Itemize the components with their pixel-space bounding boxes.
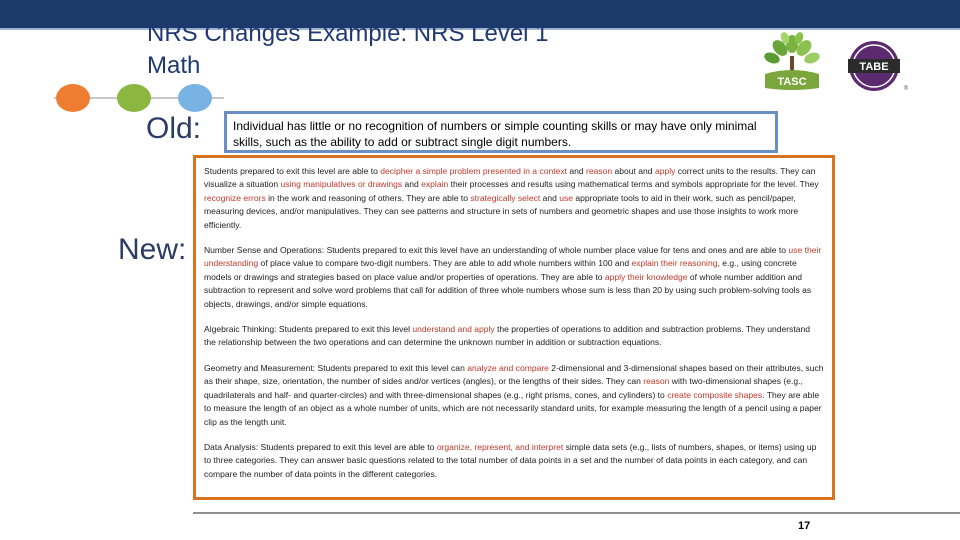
- highlighted-phrase: use: [559, 192, 574, 203]
- paragraph-text: in the work and reasoning of others. They are able to: [265, 192, 471, 203]
- highlighted-phrase: explain their reasoning: [631, 258, 718, 269]
- paragraph-text: simple data sets (e.g., lists of numbers, shapes, or items) using up to three categories. They can answer basic questions related to the total number of data points in a set and the number of data points in each category, and can compare the number of data points in the different categories.: [204, 441, 817, 479]
- highlighted-phrase: use their understanding: [204, 245, 822, 269]
- old-description-box: [224, 111, 778, 153]
- new-paragraph-overview: [204, 165, 824, 232]
- decorative-dots: [54, 84, 224, 112]
- paragraph-text: Data Analysis: Students prepared to exit this level are able to: [204, 441, 437, 452]
- paragraph-text: appropriate tools to aid in their work, such as pencil/paper, measuring devices, and/or manipulatives. They can see patterns and structure in sets of numbers and geometric shapes and use those insights to work more efficiently.: [204, 192, 799, 230]
- paragraph-text: Number Sense and Operations: Students prepared to exit this level have an understanding of whole number place value for tens and ones and are able to: [204, 245, 789, 256]
- paragraph-text: Algebraic Thinking: Students prepared to exit this level: [204, 324, 413, 335]
- highlighted-phrase: apply: [654, 166, 676, 176]
- paragraph-text: , e.g., using concrete models or drawings and strategies based on place value and/or properties of operations. They are able to: [204, 258, 797, 282]
- new-paragraph-algebraic-thinking: [204, 323, 824, 350]
- new-paragraph-geometry-measurement: [204, 362, 824, 429]
- new-paragraph-data-analysis: [204, 441, 824, 481]
- paragraph-text: with two-dimensional shapes (e.g., quadrilaterals and half- and quarter-circles) and with three-dimensional shapes (e.g., right prisms, cones, and cylinders) to: [204, 376, 803, 400]
- paragraph-text: and: [567, 166, 587, 176]
- highlighted-phrase: create composite shapes: [667, 389, 763, 400]
- slide-title: [147, 18, 667, 82]
- paragraph-text: the properties of operations to addition and subtraction problems. They understand the relationship between the two operations and can determine the unknown number in addition or subtraction equations.: [204, 324, 810, 348]
- paragraph-text: their processes and results using mathematical terms and symbols appropriate for the level. They: [448, 179, 819, 190]
- paragraph-text: . They are able to measure the length of an object as a whole number of units, which are not necessarily standard units, for example measuring the length of a pencil using a paper clip as the length unit.: [204, 389, 822, 427]
- tabe-logo: [840, 38, 914, 94]
- tasc-logo-text: TASC: [777, 76, 807, 88]
- tabe-logo-text: TABE: [859, 61, 889, 73]
- paragraph-text: correct units to the results. They can visualize a situation: [204, 166, 816, 190]
- blue-dot: [178, 84, 212, 112]
- highlighted-phrase: reason: [643, 376, 670, 387]
- paragraph-text: Geometry and Measurement: Students prepared to exit this level can: [204, 362, 468, 373]
- highlighted-phrase: organize, represent, and interpret: [436, 441, 564, 452]
- old-description-text: Individual has little or no recognition of numbers or simple counting skills or may have only minimal skills, such as the ability to add or subtract single digit numbers.: [233, 119, 757, 149]
- highlighted-phrase: strategically select: [470, 192, 541, 203]
- paragraph-text: and: [402, 179, 422, 190]
- page-number: 17: [798, 520, 811, 532]
- highlighted-phrase: understand and apply: [412, 324, 495, 335]
- tasc-logo: [757, 30, 827, 92]
- green-dot: [117, 84, 151, 112]
- highlighted-phrase: using manipulatives or drawings: [280, 179, 403, 190]
- slide-title-line-2: Math: [147, 52, 201, 79]
- highlighted-phrase: reason: [586, 166, 613, 176]
- paragraph-text: and: [540, 192, 560, 203]
- highlighted-phrase: recognize errors: [204, 192, 266, 203]
- paragraph-text: about and: [612, 166, 655, 176]
- highlighted-phrase: analyze and compare: [467, 362, 549, 373]
- paragraph-text: of whole number addition and subtraction to represent and solve word problems that call for addition of three whole numbers whose sum is less than 20 by using such problem-solving tools as objects, drawings, and/or simple equations.: [204, 271, 812, 309]
- paragraph-text: of place value to compare two-digit numbers. They are able to add whole numbers within 100 and: [258, 258, 632, 269]
- paragraph-text: Students prepared to exit this level are able to: [204, 166, 381, 176]
- orange-dot: [56, 84, 90, 112]
- new-description-box: [193, 155, 835, 500]
- label-new: New:: [118, 233, 187, 266]
- label-old: Old:: [146, 112, 202, 145]
- slide-title-line-1: NRS Changes Example: NRS Level 1: [147, 20, 549, 47]
- highlighted-phrase: apply their knowledge: [604, 271, 688, 282]
- paragraph-text: 2-dimensional and 3-dimensional shapes based on their attributes, such as their shape, size, orientation, the number of sides and/or vertices (angles), or the lengths of their sides. They can: [204, 362, 824, 387]
- tabe-registered-mark: ®: [903, 86, 909, 92]
- highlighted-phrase: decipher a simple problem presented in a context: [380, 166, 567, 176]
- highlighted-phrase: explain: [421, 179, 449, 190]
- footer-divider: [193, 512, 960, 514]
- new-paragraph-number-sense: [204, 244, 824, 311]
